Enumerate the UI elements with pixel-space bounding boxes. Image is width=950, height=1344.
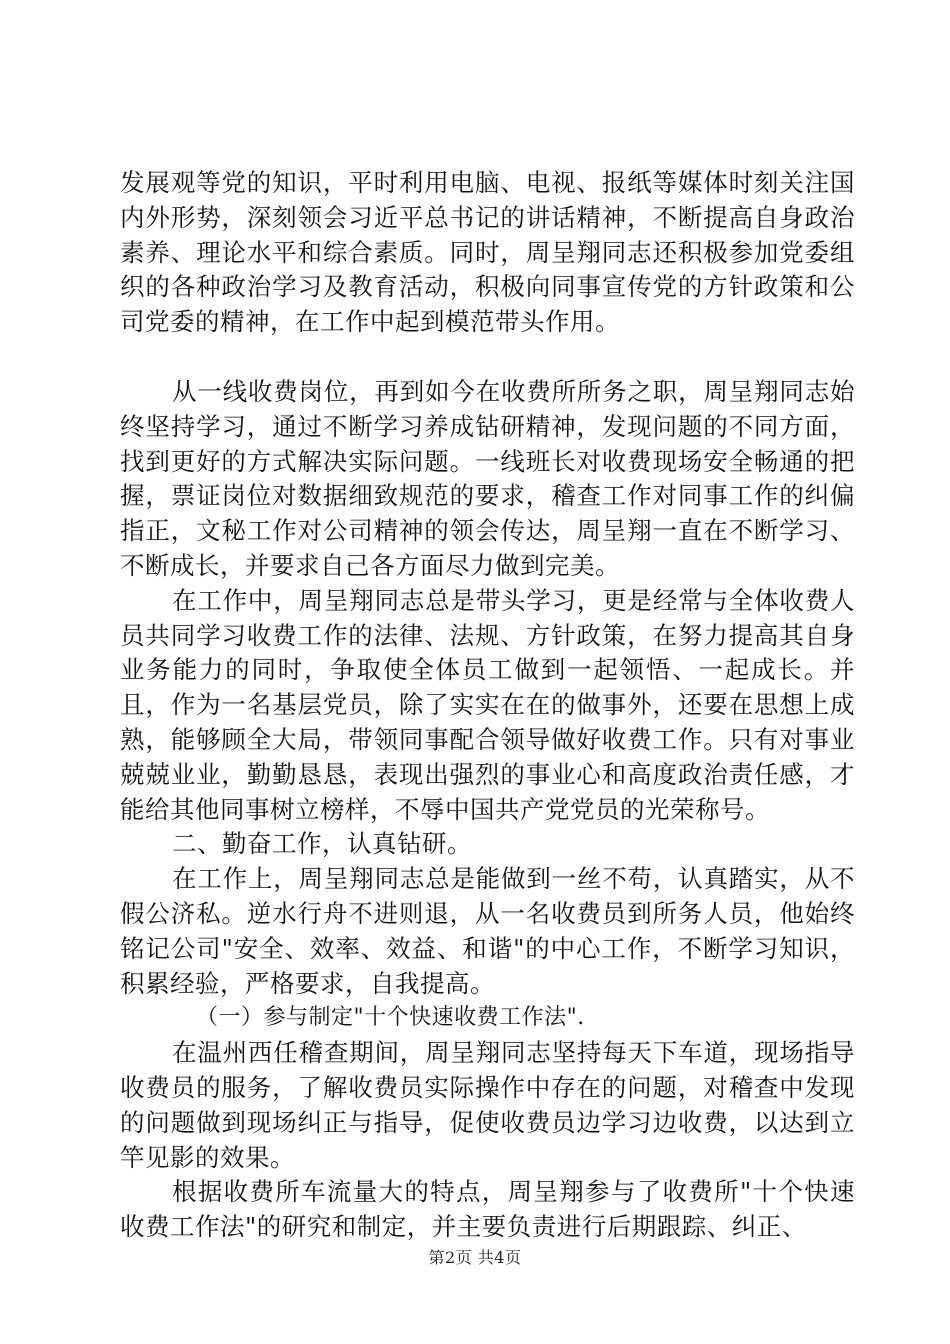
- paragraph-work: 在工作中，周呈翔同志总是带头学习，更是经常与全体收费人员共同学习收费工作的法律、法规、方针政策，在努力提高其自身业务能力的同时，争取使全体员工做到一起领悟、一起成长。并且，作为一名基层党员，除了实实在在的做事外，还要在思想上成熟，能够顾全大局，带领同事配合领导做好收费工作。只有对事业兢兢业业，勤勤恳恳，表现出强烈的事业心和高度政治责任感，才能给其他同事树立榜样，不辱中国共产党党员的光荣称号。: [120, 585, 855, 824]
- paragraph-study: 从一线收费岗位，再到如今在收费所所务之职，周呈翔同志始终坚持学习，通过不断学习养成钻研精神，发现问题的不同方面，找到更好的方式解决实际问题。一线班长对收费现场安全畅通的把握，票证岗位对数据细致规范的要求，稽查工作对同事工作的纠偏指正，文秘工作对公司精神的领会传达，周呈翔一直在不断学习、不断成长，并要求自己各方面尽力做到完美。: [120, 376, 855, 580]
- document-body: [120, 166, 855, 1245]
- paragraph-inspection: 在温州西任稽查期间，周呈翔同志坚持每天下车道，现场指导收费员的服务，了解收费员实际操作中存在的问题，对稽查中发现的问题做到现场纠正与指导，促使收费员边学习边收费，以达到立竿见影的效果。: [120, 1038, 855, 1172]
- section-heading: 二、勤奋工作，认真钻研。: [172, 829, 472, 859]
- paragraph-gap: [120, 340, 855, 375]
- paragraph-continued: 发展观等党的知识，平时利用电脑、电视、报纸等媒体时刻关注国内外形势，深刻领会习近平总书记的讲话精神，不断提高自身政治素养、理论水平和综合素质。同时，周呈翔同志还积极参加党委组织的各种政治学习及教育活动，积极向同事宣传党的方针政策和公司党委的精神，在工作中起到模范带头作用。: [120, 168, 855, 337]
- subsection-heading: （一）参与制定"十个快速收费工作法".: [196, 1005, 585, 1031]
- page-number-footer: 第2页 共4页: [428, 1248, 522, 1267]
- paragraph-diligence: 在工作上，周呈翔同志总是能做到一丝不苟，认真踏实，从不假公济私。逆水行舟不进则退，从一名收费员到所务人员，他始终铭记公司"安全、效率、效益、和谐"的中心工作，不断学习知识，积累经验，严格要求，自我提高。: [120, 864, 855, 998]
- paragraph-method: 根据收费所车流量大的特点，周呈翔参与了收费所"十个快速收费工作法"的研究和制定，并主要负责进行后期跟踪、纠正、: [120, 1177, 855, 1242]
